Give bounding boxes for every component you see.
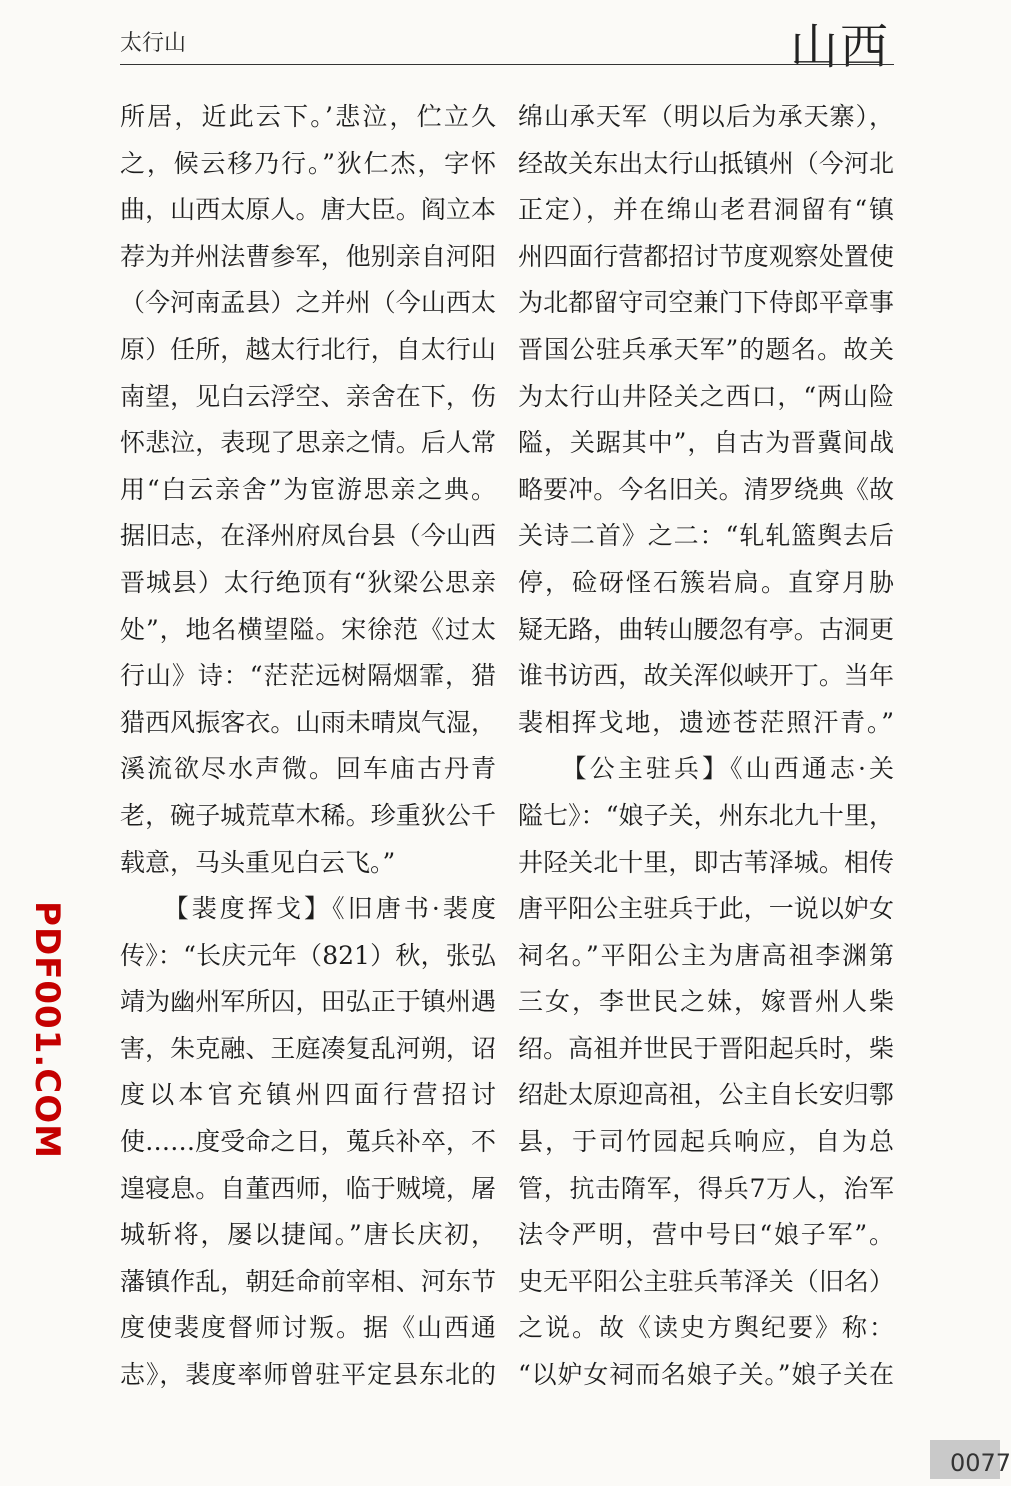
text-line: 度以本官充镇州四面行营招讨 <box>120 1080 496 1110</box>
text-line: 志》，裴度率师曾驻平定县东北的 <box>120 1360 496 1390</box>
text-line: 隘，关踞其中”，自古为晋冀间战 <box>518 428 894 458</box>
text-line: 原）任所，越太行北行，自太行山 <box>120 334 496 364</box>
running-header-province: 山西 <box>790 19 891 75</box>
text-line: 荐为并州法曹参军，他别亲自河阳 <box>120 241 496 271</box>
text-line: 隘七》：“娘子关，州东北九十里， <box>518 800 894 830</box>
text-line: 据旧志，在泽州府凤台县（今山西 <box>120 521 496 551</box>
page-number: 0077 <box>930 1440 1000 1479</box>
text-line: 县，于司竹园起兵响应，自为总 <box>518 1127 894 1157</box>
text-line: 用“白云亲舍”为宦游思亲之典。 <box>120 474 496 504</box>
watermark-text: PDF001.COM <box>27 901 68 1159</box>
text-line: 靖为幽州军所囚，田弘正于镇州遇 <box>120 987 496 1017</box>
text-line: 法令严明，营中号曰“娘子军”。 <box>518 1220 894 1250</box>
text-line: 绵山承天军（明以后为承天寨）， <box>518 102 894 131</box>
text-line: 唐平阳公主驻兵于此，一说以妒女 <box>518 894 894 924</box>
text-column-right <box>518 94 894 1399</box>
text-line: 溪流欲尽水声微。回车庙古丹青 <box>120 754 496 784</box>
text-line: 关诗二首》之二：“轧轧篮舆去后 <box>518 521 894 551</box>
text-line: 为北都留守司空兼门下侍郎平章事 <box>518 288 894 318</box>
text-line: 谁书访西，故关浑似峡开丁。当年 <box>518 661 894 691</box>
text-line: 南望，见白云浮空、亲舍在下，伤 <box>120 381 496 411</box>
text-line: 曲，山西太原人。唐大臣。阎立本 <box>120 195 496 225</box>
text-line: 老，碗子城荒草木稀。珍重狄公千 <box>120 800 496 830</box>
text-line: 井陉关北十里，即古苇泽城。相传 <box>518 847 894 877</box>
text-line: 使……度受命之日，蒐兵补卒，不 <box>120 1127 496 1157</box>
text-line: 怀悲泣，表现了思亲之情。后人常 <box>120 428 496 458</box>
text-line: 晋城县）太行绝顶有“狄梁公思亲 <box>120 567 496 597</box>
text-line: 遑寝息。自董西师，临于贼境，屠 <box>120 1173 496 1203</box>
text-line: 停，硷砑怪石簇岩扃。直穿月胁 <box>518 567 894 597</box>
text-column-left <box>120 94 496 1399</box>
text-line: 行山》诗：“茫茫远树隔烟霏，猎 <box>120 661 496 691</box>
text-line: 正定），并在绵山老君洞留有“镇 <box>518 195 894 225</box>
text-line: “以妒女祠而名娘子关。”娘子关在 <box>518 1360 894 1390</box>
text-line: 之说。故《读史方舆纪要》称： <box>518 1313 894 1343</box>
text-line: 藩镇作乱，朝廷命前宰相、河东节 <box>120 1266 496 1296</box>
running-header-title: 太行山 <box>120 31 187 56</box>
text-line: 传》：“长庆元年（821）秋，张弘 <box>120 940 496 970</box>
text-line: 绍赴太原迎高祖，公主自长安归鄠 <box>518 1080 894 1110</box>
text-line: 略要冲。今名旧关。清罗绕典《故 <box>518 474 894 504</box>
text-line: 【公主驻兵】《山西通志·关 <box>518 754 894 784</box>
text-line: 管，抗击隋军，得兵7万人，治军 <box>518 1173 894 1203</box>
text-line: 载意，马头重见白云飞。” <box>120 847 396 877</box>
text-line: 三女，李世民之妹，嫁晋州人柴 <box>518 987 894 1017</box>
text-line: 城斩将，屡以捷闻。”唐长庆初， <box>120 1220 496 1250</box>
text-line: 经故关东出太行山抵镇州（今河北 <box>518 148 894 178</box>
header-divider <box>120 64 894 65</box>
text-line: 所居，近此云下。’悲泣，伫立久 <box>120 102 496 131</box>
text-line: 史无平阳公主驻兵苇泽关（旧名） <box>518 1266 894 1296</box>
text-line: 绍。高祖并世民于晋阳起兵时，柴 <box>518 1033 894 1063</box>
text-line: 度使裴度督师讨叛。据《山西通 <box>120 1313 496 1343</box>
text-line: 晋国公驻兵承天军”的题名。故关 <box>518 334 894 364</box>
text-line: 猎西风振客衣。山雨未晴岚气湿， <box>120 707 496 737</box>
text-line: 祠名。”平阳公主为唐高祖李渊第 <box>518 940 894 970</box>
text-line: 害，朱克融、王庭凑复乱河朔，诏 <box>120 1033 496 1063</box>
text-line: （今河南孟县）之并州（今山西太 <box>120 288 496 318</box>
text-line: 处”，地名横望隘。宋徐范《过太 <box>120 614 496 644</box>
text-line: 州四面行营都招讨节度观察处置使 <box>518 241 894 271</box>
watermark <box>22 901 72 1159</box>
text-line: 裴相挥戈地，遗迹苍茫照汗青。” <box>518 707 894 737</box>
text-line: 为太行山井陉关之西口，“两山险 <box>518 381 894 411</box>
text-line: 【裴度挥戈】《旧唐书·裴度 <box>120 894 496 924</box>
text-line: 疑无路，曲转山腰忽有亭。古洞更 <box>518 614 894 644</box>
text-line: 之，候云移乃行。”狄仁杰，字怀 <box>120 148 496 178</box>
